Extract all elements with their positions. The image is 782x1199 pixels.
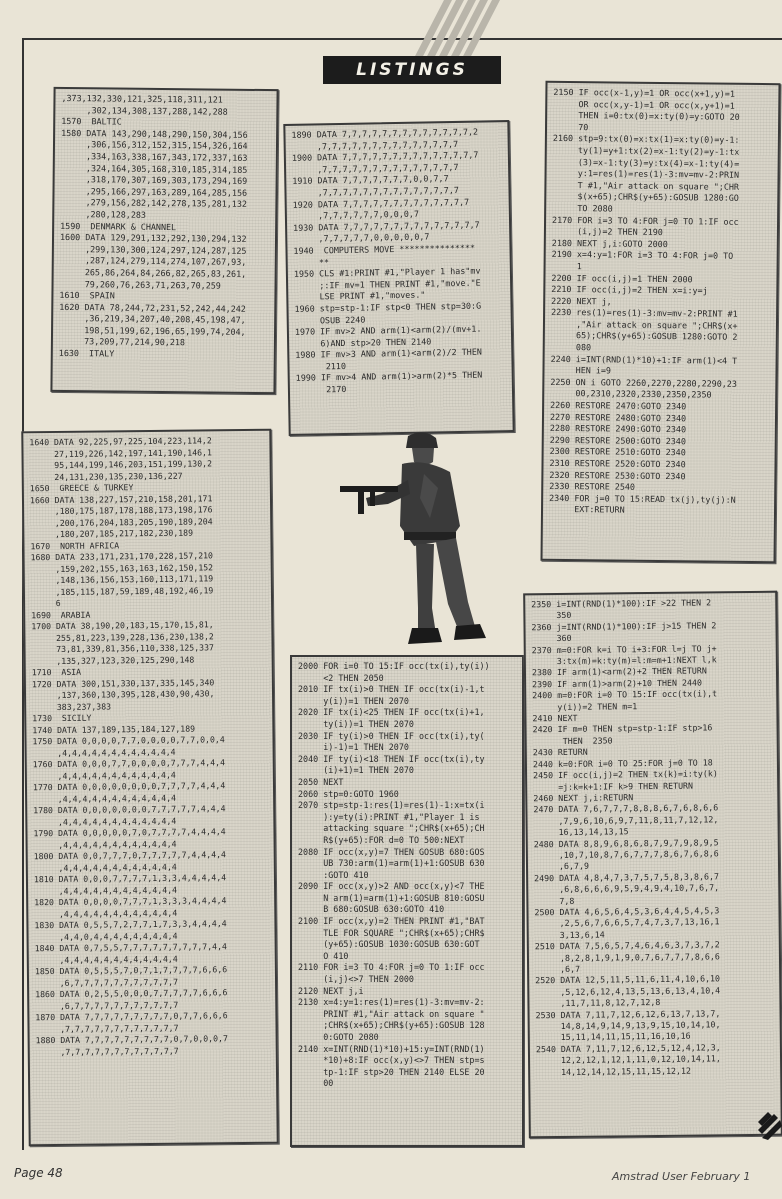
listing-block-air-attack bbox=[540, 81, 780, 563]
page-number: Page 48 bbox=[14, 1166, 63, 1180]
banner-stripes-decoration bbox=[392, 0, 502, 62]
section-title-banner: LISTINGS bbox=[323, 56, 501, 84]
listing-code: 2150 IF occ(x-1,y)=1 OR occ(x+1,y)=1 OR occ(x,y-1)=1 OR occ(x,y+1)=1 THEN i=0:tx(0)=x:ty(0)=y:GOTO 20 70 2160 stp=9:tx(0)=x:tx(1)=x:ty(0)=y-1: ty(1)=y+1:tx(2)=x-1:ty(2)=y-1:tx (3)=x-1:ty(3)=y:tx(4)=x-1:ty(4)= y:1=res(1)=res(1)-3:mv=mv-2:PRIN T #1,"Air attack on square ";CHR $(x+65);CHR$(y+65):GOSUB 1280:GO TO 2080 2170 FOR i=3 TO 4:FOR j=0 TO 1:IF occ (i,j)=2 THEN 2190 2180 NEXT j,i:GOTO 2000 2190 x=4:y=1:FOR i=3 TO 4:FOR j=0 TO 1 2200 IF occ(i,j)=1 THEN 2000 2210 IF occ(i,j)=2 THEN x=i:y=j 2220 NEXT j, 2230 res(1)=res(1)-3:mv=mv-2:PRINT #1 ,"Air attack on square ";CHR$(x+ 65);CHR$(y+65):GOSUB 1280:GOTO 2 080 2240 i=INT(RND(1)*10)+1:IF arm(1)<4 T HEN i=9 2250 ON i GOTO 2260,2270,2280,2290,23 00,2310,2320,2330,2350,2350 2260 RESTORE 2470:GOTO 2340 2270 RESTORE 2480:GOTO 2340 2280 RESTORE 2490:GOTO 2340 2290 RESTORE 2500:GOTO 2340 2300 RESTORE 2510:GOTO 2340 2310 RESTORE 2520:GOTO 2340 2320 RESTORE 2530:GOTO 2340 2330 RESTORE 2540 2340 FOR j=0 TO 15:READ tx(j),ty(j):N EXT:RETURN bbox=[548, 86, 740, 516]
listing-code: 2000 FOR i=0 TO 15:IF occ(tx(i),ty(i)) <2 THEN 2050 2010 IF tx(i)>0 THEN IF occ(tx(i)-1,t y(i))=1 THEN 2070 2020 IF tx(i)<25 THEN IF occ(tx(i)+1, ty(i))=1 THEN 2070 2030 IF ty(i)>0 THEN IF occ(tx(i),ty( i)-1)=1 THEN 2070 2040 IF ty(i)<18 THEN IF occ(tx(i),ty (i)+1)=1 THEN 2070 2050 NEXT 2060 stp=0:GOTO 1960 2070 stp=stp-1:res(1)=res(1)-1:x=tx(i ):y=ty(i):PRINT #1,"Player 1 is attacking square ";CHR$(x+65);CH R$(y+65):FOR d=0 TO 500:NEXT 2080 IF occ(x,y)=7 THEN GOSUB 680:GOS UB 730:arm(1)=arm(1)+1:GOSUB 630 :GOTO 410 2090 IF occ(x,y)>2 AND occ(x,y)<7 THE N arm(1)=arm(1)+1:GOSUB 810:GOSU B 680:GOSUB 630:GOTO 410 2100 IF occ(x,y)=2 THEN PRINT #1,"BAT TLE FOR SQUARE ";CHR$(x+65);CHR$ (y+65):GOSUB 1030:GOSUB 630:GOT O 410 2110 FOR i=3 TO 4:FOR j=0 TO 1:IF occ (i,j)<>7 THEN 2000 2120 NEXT j,i 2130 x=4:y=1:res(1)=res(1)-3:mv=mv-2: PRINT #1,"Air attack on square " ;CHR$(x+65);CHR$(y+65):GOSUB 128 0:GOTO 2080 2140 x=INT(RND(1)*10)+15:y=INT(RND(1) *10)+8:IF occ(x,y)<>7 THEN stp=s tp-1:IF stp>20 THEN 2140 ELSE 20 00 bbox=[298, 661, 490, 1089]
soldier-illustration bbox=[338, 428, 488, 650]
listing-code: ,373,132,330,121,325,118,311,121 ,302,134,308,137,288,142,288 1570 BALTIC 1580 DATA 143,290,148,290,150,304,156 ,306,156,312,152,315,154,326,164 ,334,163,338,167,343,172,337,163 ,324,164,305,168,310,185,314,185 ,318,170,307,169,303,173,294,169 ,295,166,297,163,289,164,285,156 ,279,156,282,142,278,135,281,132 ,280,128,283 1590 DENMARK & CHANNEL 1600 DATA 129,291,132,292,130,294,132 ,299,130,300,124,297,124,287,125 ,287,124,279,114,274,107,267,93, 265,86,264,84,266,82,265,83,261, 79,260,76,263,71,263,70,259 1610 SPAIN 1620 DATA 78,244,72,231,52,242,44,242 ,36,219,34,207,40,208,45,198,47, 198,51,199,62,196,65,199,74,204, 73,209,77,214,90,218 1630 ITALY bbox=[58, 92, 248, 359]
listing-code: 1890 DATA 7,7,7,7,7,7,7,7,7,7,7,7,7,2 ,7,7,7,7,7,7,7,7,7,7,7,7,7,7 1900 DATA 7,7,7,7,7,7,7,7,7,7,7,7,7,7 ,7,7,7,7,7,7,7,7,7,7,7,7,7,7 1910 DATA 7,7,7,7,7,7,7,0,0,7,7 ,7,7,7,7,7,7,7,7,7,7,7,7,7,7 1920 DATA 7,7,7,7,7,7,7,7,7,7,7,7,7 ,7,7,7,7,7,7,0,0,0,7 1930 DATA 7,7,7,7,7,7,7,7,7,7,7,7,7,7 ,7,7,7,7,7,0,0,0,0,0,7 1940 COMPUTERS MOVE *************** ** 1950 CLS #1:PRINT #1,"Player 1 has"mv ;:IF mv=1 THEN PRINT #1,"move."E LSE PRINT #1,"moves." 1960 stp=stp-1:IF stp<0 THEN stp=30:G OSUB 2240 1970 IF mv>2 AND arm(1)<arm(2)/(mv+1. 6)AND stp>20 THEN 2140 1980 IF mv>3 AND arm(1)<arm(2)/2 THEN 2110 1990 IF mv>4 AND arm(1)>arm(2)*5 THEN 2170 bbox=[291, 126, 483, 395]
listing-block-map-data bbox=[21, 429, 278, 1147]
publication-name: Amstrad User February 1 bbox=[612, 1170, 751, 1183]
listing-code: 1640 DATA 92,225,97,225,104,223,114,2 27,119,226,142,197,141,190,146,1 95,144,199,146,203,151,199,130,2 24,131,230,135,230,136,227 1650 GREECE & TURKEY 1660 DATA 138,227,157,210,158,201,171 ,180,175,187,178,188,173,198,176 ,200,176,204,183,205,190,189,204 ,180,207,185,217,182,230,189 1670 NORTH AFRICA 1680 DATA 233,171,231,170,228,157,210 ,159,202,155,163,163,162,150,152 ,148,136,156,153,160,113,171,119 ,185,115,187,59,189,48,192,46,19 6 1690 ARABIA 1700 DATA 38,190,20,183,15,170,15,81, 255,81,223,139,228,136,230,138,2 73,81,339,81,356,110,338,125,337 ,135,327,123,320,125,290,148 1710 ASIA 1720 DATA 300,151,330,137,335,145,340 ,137,360,130,395,128,430,90,430, 383,237,383 1730 SICILY 1740 DATA 137,189,135,184,127,189 1750 DATA 0,0,0,0,7,7,0,0,0,0,7,7,0,0,4 ,4,4,4,4,4,4,4,4,4,4,4,4 1760 DATA 0,0,0,7,7,0,0,0,0,7,7,7,4,4,4 ,4,4,4,4,4,4,4,4,4,4,4,4 1770 DATA 0,0,0,0,0,0,0,0,7,7,7,7,4,4,4 ,4,4,4,4,4,4,4,4,4,4,4,4 1780 DATA 0,0,0,0,0,0,0,7,7,7,7,7,4,4,4 ,4,4,4,4,4,4,4,4,4,4,4,4 1790 DATA 0,0,0,0,0,7,0,7,7,7,7,4,4,4,4 ,4,4,4,4,4,4,4,4,4,4,4,4 1800 DATA 0,0,7,7,7,0,7,7,7,7,7,4,4,4,4 ,4,4,4,4,4,4,4,4,4,4,4,4 1810 DATA 0,0,0,7,7,7,7,1,3,3,4,4,4,4,4 ,4,4,4,4,4,4,4,4,4,4,4,4 1820 DATA 0,0,0,0,7,7,7,1,3,3,3,4,4,4,4 ,4,4,4,4,4,4,4,4,4,4,4,4 1830 DATA 0,5,5,7,2,7,7,1,7,3,3,4,4,4,4 ,4,4,0,4,4,4,4,4,4,4,4,4 1840 DATA 0,7,5,5,7,7,7,7,7,7,7,7,7,4,4 ,4,4,4,4,4,4,4,4,4,4,4,4 1850 DATA 0,5,5,5,7,0,7,1,7,7,7,7,6,6,6 ,6,7,7,7,7,7,7,7,7,7,7,7 1860 DATA 0,2,5,5,0,0,0,7,7,7,7,7,6,6,6 ,6,7,7,7,7,7,7,7,7,7,7,7 1870 DATA 7,7,7,7,7,7,7,7,7,0,7,7,6,6,6 ,7,7,7,7,7,7,7,7,7,7,7,7 1880 DATA 7,7,7,7,7,7,7,7,7,0,7,0,0,0,7 ,7,7,7,7,7,7,7,7,7,7,7,7 bbox=[29, 435, 228, 1057]
listing-block-random-targets bbox=[523, 591, 782, 1139]
listing-block-baltic-denmark-spain bbox=[50, 87, 278, 394]
listing-block-attack-logic bbox=[290, 655, 524, 1147]
listing-code: 2350 i=INT(RND(1)*100):IF >22 THEN 2 350 2360 j=INT(RND(1)*100):IF j>15 THEN 2 360 2370 m=0:FOR k=i TO i+3:FOR l=j TO j+ 3:tx(m)=k:ty(m)=l:m=m+1:NEXT l,k 2380 IF arm(1)<arm(2)+2 THEN RETURN 2390 IF arm(1)>arm(2)+10 THEN 2440 2400 m=0:FOR i=0 TO 15:IF occ(tx(i),t y(i))=2 THEN m=1 2410 NEXT 2420 IF m=0 THEN stp=stp-1:IF stp>16 THEN 2350 2430 RETURN 2440 k=0:FOR i=0 TO 25:FOR j=0 TO 18 2450 IF occ(i,j)=2 THEN tx(k)=i:ty(k) =j:k=k+1:IF k>9 THEN RETURN 2460 NEXT j,i:RETURN 2470 DATA 7,6,7,7,7,8,8,8,6,7,6,8,6,6 ,7,9,6,10,6,9,7,11,8,11,7,12,12, 16,13,14,13,15 2480 DATA 8,8,9,6,8,6,8,7,9,7,9,8,9,5 ,10,7,10,8,7,6,7,7,7,8,6,7,6,8,6 ,6,7,9 2490 DATA 4,8,4,7,3,7,5,7,5,8,3,8,6,7 ,6,8,6,6,6,9,5,9,4,9,4,10,7,6,7, 7,8 2500 DATA 4,6,5,6,4,5,3,6,4,4,5,4,5,3 ,2,5,6,7,6,6,5,7,4,7,3,7,13,16,1 3,13,6,14 2510 DATA 7,5,6,5,7,4,6,4,6,3,7,3,7,2 ,8,2,8,1,9,1,9,0,7,6,7,7,7,8,6,6 ,6,7 2520 DATA 12,5,11,5,11,6,11,4,10,6,10 ,5,12,6,12,4,13,5,13,6,13,4,10,4 ,11,7,11,8,12,7,12,8 2530 DATA 7,11,7,12,6,12,6,13,7,13,7, 14,8,14,9,14,9,13,9,15,10,14,10, 15,11,14,11,15,11,16,10,16 2540 DATA 7,11,7,12,6,12,5,12,4,12,3, 12,2,12,1,12,1,11,0,12,10,14,11, 14,12,14,12,15,11,15,12,12 bbox=[531, 597, 721, 1077]
corner-stripes-mark bbox=[758, 1112, 782, 1142]
listing-block-computers-move bbox=[283, 120, 514, 436]
